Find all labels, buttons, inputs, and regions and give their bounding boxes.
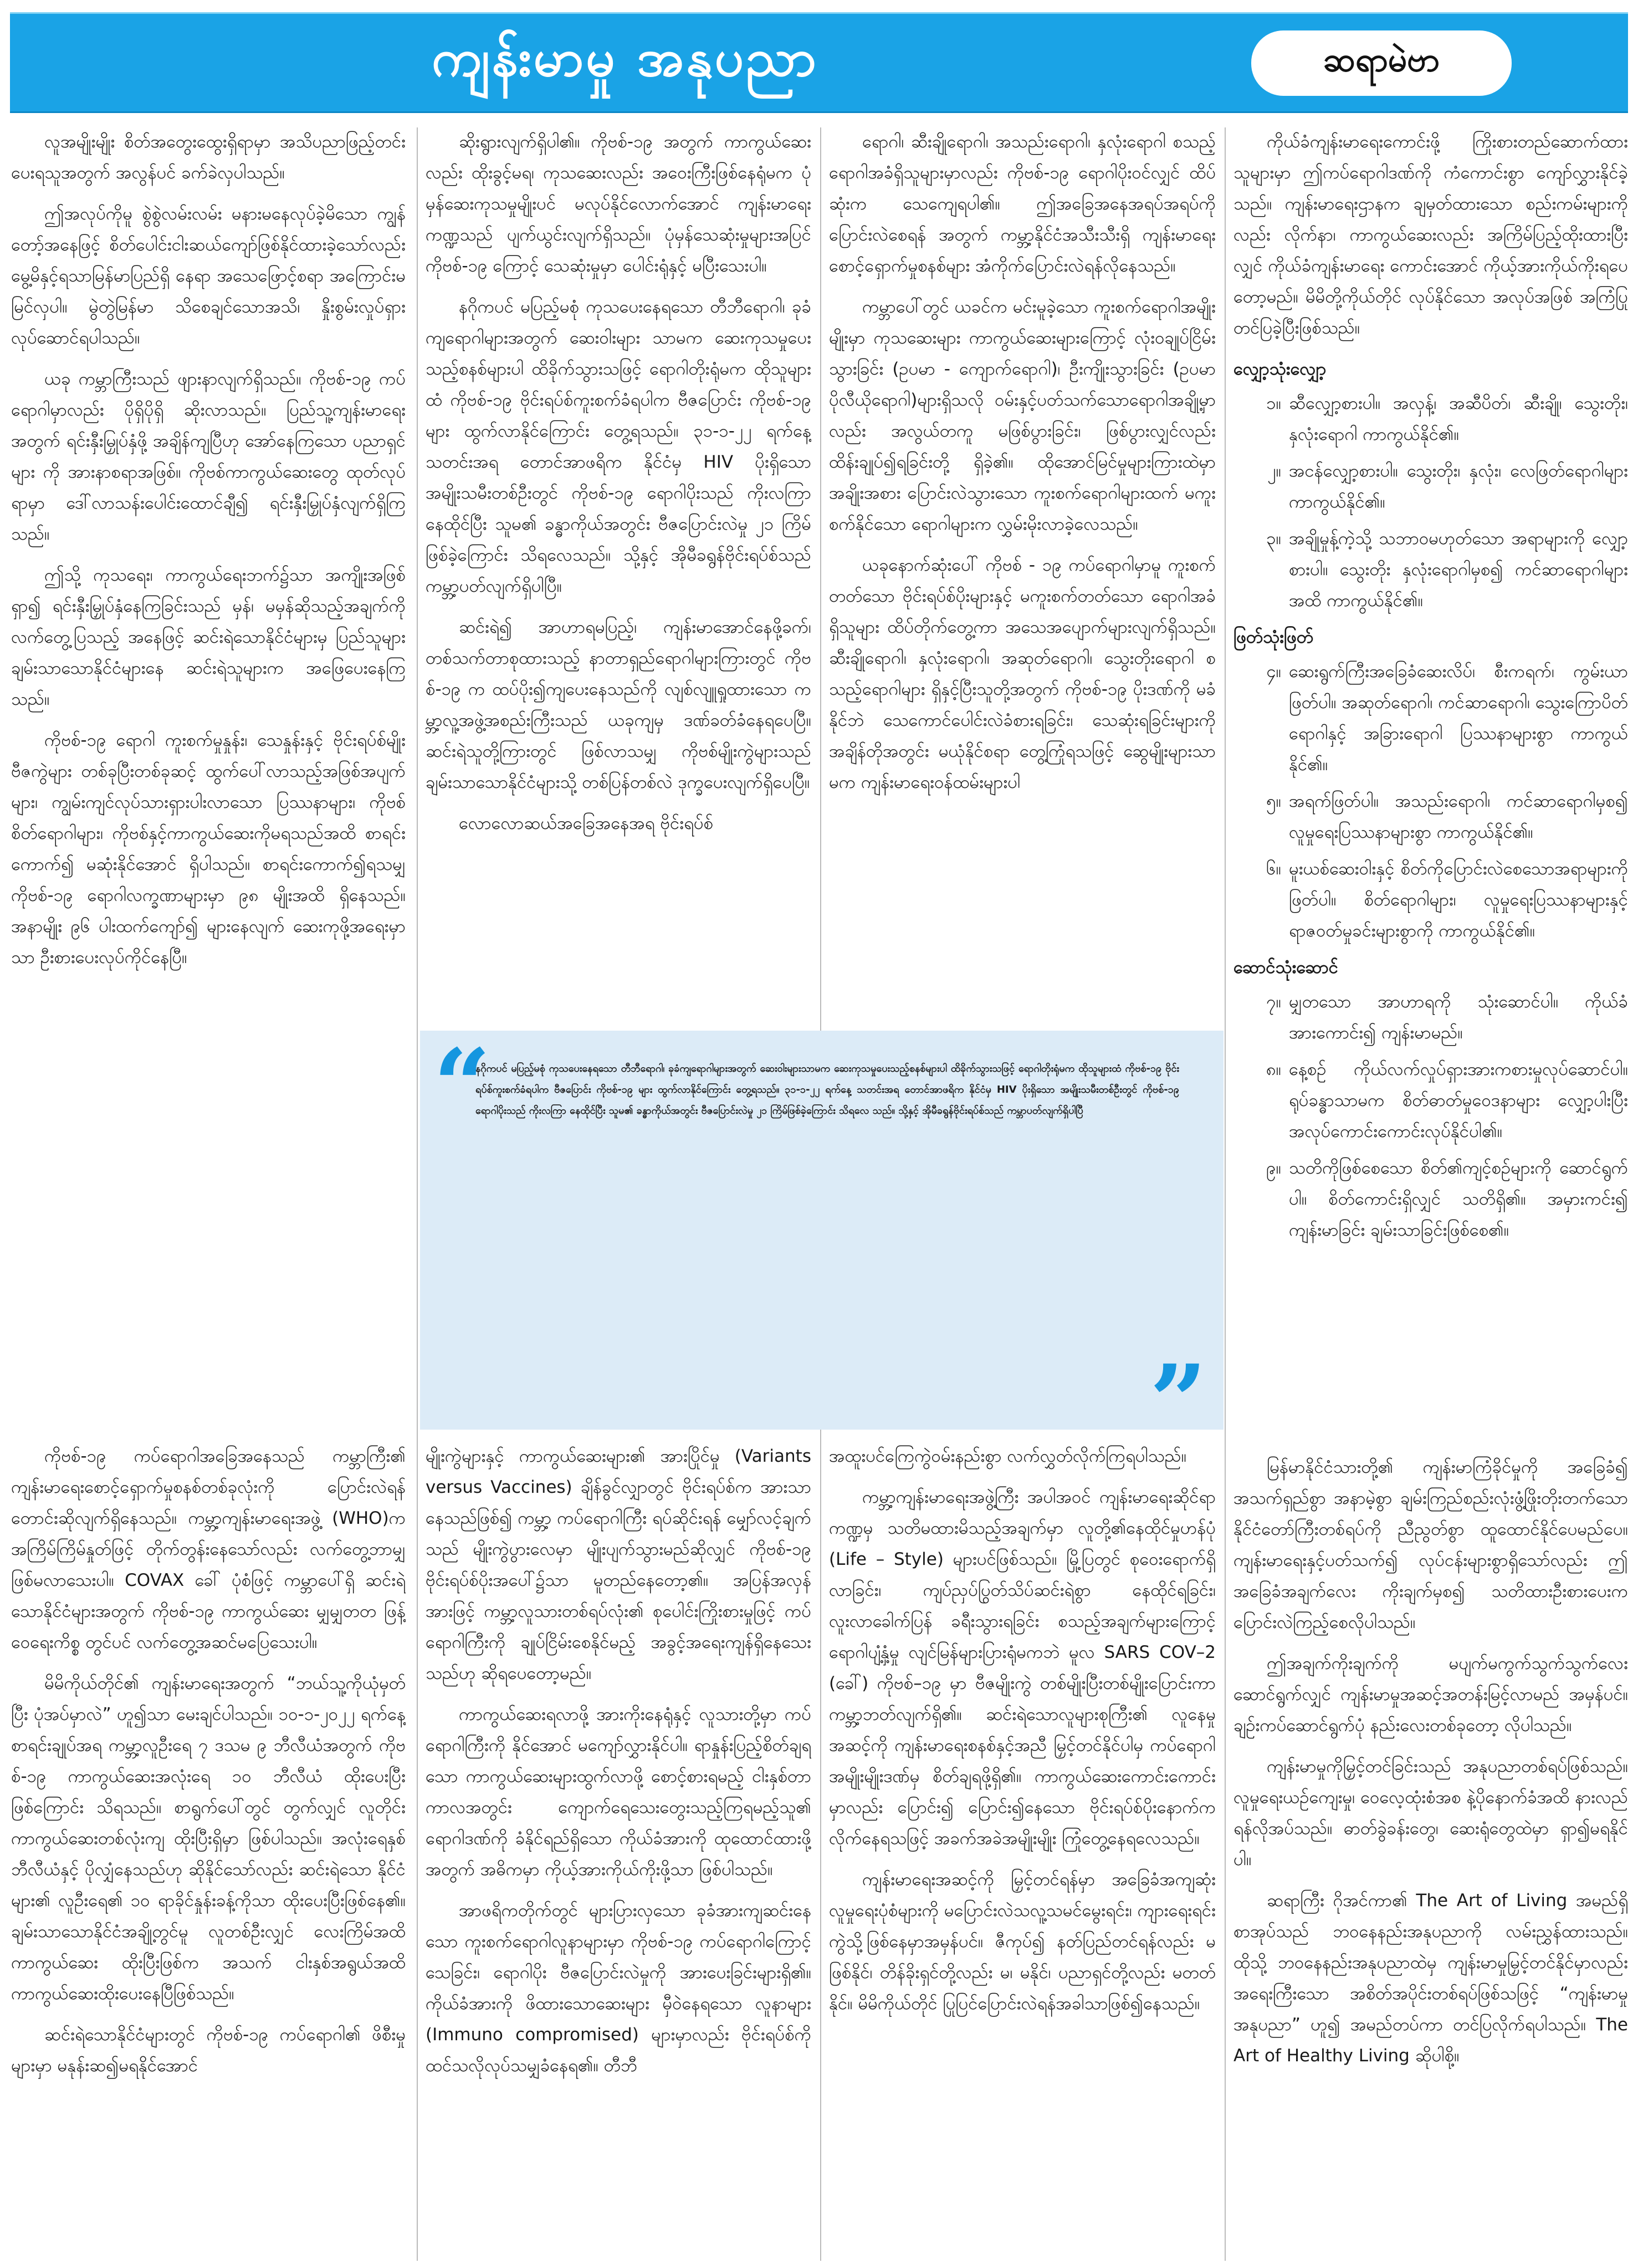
list-item	[1233, 656, 1628, 780]
article-header	[10, 12, 1628, 113]
list-number: ၉။	[1266, 1158, 1281, 1178]
paragraph: ကိုဗစ်-၁၉ ရောဂါ ကူးစက်မှုနှုန်း၊ သေနှုန်းနှင့် ဗိုင်းရပ်စ်မျိုးဗီဇကွဲများ တစ်ခုပြီးတစ်ခုဆင့် ထွက်ပေါ်လာသည့်အဖြစ်အပျက်များ၊ ကျွမ်းကျင်လုပ်သားရှားပါးလာသော ပြဿနာများ၊ ကိုဗစ် စိတ်ရောဂါများ၊ ကိုဗစ်နှင့်ကာကွယ်ဆေးကိုမရသည်အထိ စာရင်းကောက်၍ မဆုံးနိုင်အောင် ရှိပါသည်။ စာရင်းကောက်၍ရသမျှ ကိုဗစ်-၁၉ ရောဂါလက္ခဏာများမှာ ၉၈ မျိုးအထိ ရှိနေသည်။ အနာမျိုး ၉၆ ပါးထက်ကျော်၍ များနေလျက် ဆေးကုဖို့အရေးမှာသာ ဦးစားပေးလုပ်ကိုင်နေပြီ။	[11, 730, 406, 967]
list-text: အငန်လျှော့စားပါ။ သွေးတိုး၊ နှလုံး၊ လေဖြတ်ရောဂါများ ကာကွယ်နိုင်၏။	[1289, 461, 1628, 512]
list-item	[1233, 388, 1628, 450]
paragraph: အထူးပင်ကြေကွဲဝမ်းနည်းစွာ လက်လွှတ်လိုက်ကြရပါသည်။	[829, 1446, 1187, 1466]
paragraph: အာဖရိကတိုက်တွင် များပြားလှသော ခုခံအားကျဆင်းနေသော ကူးစက်ရောဂါလူနာများမှာ ကိုဗစ်-၁၉ ကပ်ရောဂါကြောင့် သေခြင်း၊ ရောဂါပိုး ဗီဇပြောင်းလဲမှုကို အားပေးခြင်းများရှိ၏။ ကိုယ်ခံအားကို ဖိထားသောဆေးများ မှီဝဲနေရသော လူနာများ (Immuno compromised) များမှာလည်း ဗိုင်းရပ်စ်ကို ထင်သလိုလုပ်သမျှခံနေရ၏။ တီဘီ	[426, 1901, 811, 2076]
pull-quote-text: နဂိုကပင် မပြည့်မစုံ ကုသပေးနေရသော တီဘီရောဂါ၊ ခုခံကျရောဂါများအတွက် ဆေးဝါးများသာမက ဆေးကုသမှုပေးသည့်စနစ်များပါ ထိခိုက်သွားသဖြင့် ရောဂါတိုးရုံမက ထိုသူများထံ ကိုဗစ်-၁၉ ဗိုင်းရပ်စ်ကူးစက်ခံရပါက ဗီဇပြောင်း ကိုဗစ်-၁၉ များ ထွက်လာနိုင်ကြောင်း တွေ့ရသည်။ ၃၁-၁-၂၂ ရက်နေ့ သတင်းအရ တောင်အာဖရိက နိုင်ငံမှ HIV ပိုးရှိသော အမျိုးသမီးတစ်ဦးတွင် ကိုဗစ်-၁၉ ရောဂါပိုးသည် ကိုးလကြာ နေထိုင်ပြီး သူမ၏ ခန္ဓာကိုယ်အတွင်း ဗီဇပြောင်းလဲမှု ၂၁ ကြိမ်ဖြစ်ခဲ့ကြောင်း သိရလေ သည်။ သို့နှင့် အိုမီခရွန်ဗိုင်းရပ်စ်သည် ကမ္ဘာပတ်လျက်ရှိပါပြီ	[475, 1063, 1179, 1117]
list-number: ၇။	[1266, 992, 1281, 1012]
list-item	[1233, 455, 1628, 518]
list-item	[1233, 1054, 1628, 1147]
list-item	[1233, 986, 1628, 1048]
column-4-upper	[1233, 126, 1628, 1456]
list-text: မျှတသော အာဟာရကို သုံးဆောင်ပါ။ ကိုယ်ခံအားကောင်း၍ ကျန်းမာမည်။	[1289, 992, 1628, 1043]
close-quote-icon: ”	[1149, 1343, 1207, 1430]
section-heading: ဖြတ်သုံးဖြတ်	[1233, 627, 1314, 647]
list-number: ၅။	[1266, 791, 1281, 811]
list-text: မူးယစ်ဆေးဝါးနှင့် စိတ်ကိုပြောင်းလဲစေသောအရာများကို ဖြတ်ပါ။ စိတ်ရောဂါများ၊ လူမှုရေးပြဿနာများနှင့် ရာဇဝတ်မှုခင်းများစွာကို ကာကွယ်နိုင်၏။	[1289, 859, 1628, 941]
paragraph: ဤအလုပ်ကိုမူ စွဲစွဲလမ်းလမ်း မနားမနေလုပ်ခဲ့မိသော ကျွန်တော့်အနေဖြင့် စိတ်ပေါင်းငါးဆယ်ကျော်ဖြစ်နိုင်ထားခဲ့သော်လည်း မွေ့မိနှင့်ရသာမြန်မာပြည်ရှိ နေရာ အသေဖြောင့်စရာ အကြောင်းမမြင်လှပါ။ မွဲတွဲမြန်မာ သိစေချင်သောအသိ၊ နှိုးစွမ်းလှုပ်ရှားလုပ်ဆောင်ရပါသည်။	[11, 204, 406, 348]
list-text: သတိကိုဖြစ်စေသော စိတ်၏ကျင့်စဉ်များကို ဆောင်ရွက်ပါ။ စိတ်ကောင်းရှိလျှင် သတိရှိ၏။ အမှားကင်း၍ ကျန်းမာခြင်း ချမ်းသာခြင်းဖြစ်စေ၏။	[1289, 1158, 1628, 1240]
paragraph: ကိုယ်ခံကျန်းမာရေးကောင်းဖို့ ကြိုးစားတည်ဆောက်ထားသူများမှာ ဤကပ်ရောဂါဒဏ်ကို ကံကောင်းစွာ ကျော်လွှားနိုင်ခဲ့သည်။ ကျန်းမာရေးဌာနက ချမှတ်ထားသော စည်းကမ်းများကိုလည်း လိုက်နာ၊ ကာကွယ်ဆေးလည်း အကြိမ်ပြည့်ထိုးထားပြီးလျှင် ကိုယ်ခံကျန်းမာရေး ကောင်းအောင် ကိုယ့်အားကိုယ်ကိုးရပေတော့မည်။ မိမိတို့ကိုယ်တိုင် လုပ်နိုင်သော အလုပ်အဖြစ် အကြံပြုတင်ပြခဲ့ပြီးဖြစ်သည်။	[1233, 132, 1628, 338]
paragraph: မြန်မာနိုင်ငံသားတို့၏ ကျန်းမာကြံခိုင်မှုကို အခြေခံ၍ အသက်ရှည်စွာ အနာမဲ့စွာ ချမ်းကြည်စည်းလုံးဖွံ့ဖြိုးတိုးတက်သော နိုင်ငံတော်ကြီးတစ်ရပ်ကို ညီညွတ်စွာ ထူထောင်နိုင်ပေမည်ပေ။ ကျန်းမာရေးနှင့်ပတ်သက်၍ လုပ်ငန်းများစွာရှိသော်လည်း ဤအခြေခံအချက်လေး ကိုးချက်မှစ၍ သတိထားဦးစားပေးက ပြောင်းလဲကြည့်စေလိုပါသည်။	[1233, 1457, 1628, 1632]
paragraph: ဆရာကြီး ဂိုအင်ကာ၏ The Art of Living အမည်ရှိ စာအုပ်သည် ဘဝနေနည်းအနုပညာကို လမ်းညွှန်ထားသည်။ ထိုသို့ ဘဝနေနည်းအနုပညာထဲမှ ကျန်းမာမှုမြှင့်တင်နိုင်မှာလည်း အရေးကြီးသော အစိတ်အပိုင်းတစ်ရပ်ဖြစ်သဖြင့် “ကျန်းမာမှုအနုပညာ” ဟူ၍ အမည်တပ်ကာ တင်ပြလိုက်ရပါသည်။ The Art of Healthy Living ဆိုပါစို့။	[1233, 1891, 1628, 2066]
paragraph: ဆိုးရွားလျက်ရှိပါ၏။ ကိုဗစ်-၁၉ အတွက် ကာကွယ်ဆေးလည်း ထိုးခွင့်မရ၊ ကုသဆေးလည်း အဝေးကြီးဖြစ်နေရုံမက ပုံမှန်ဆေးကုသမှုမျိုးပင် မလုပ်နိုင်လောက်အောင် ကျန်းမာရေးကဏ္ဍသည် ပျက်ယွင်းလျက်ရှိသည်။ ပုံမှန်သေဆုံးမှုများအပြင် ကိုဗစ်-၁၉ ကြောင့် သေဆုံးမှုမှာ ပေါင်းရုံနှင့် မပြီးသေးပါ။	[426, 132, 811, 276]
column-1-upper	[11, 126, 406, 1445]
paragraph: ယခုနောက်ဆုံးပေါ် ကိုဗစ် - ၁၉ ကပ်ရောဂါမှာမူ ကူးစက်တတ်သော ဗိုင်းရပ်စ်ပိုးများနှင့် မကူးစက်တတ်သော ရောဂါအခံရှိသူများ ထိပ်တိုက်တွေ့ကာ အသေအပျောက်များလျက်ရှိသည်။ ဆီးချိုရောဂါ၊ နှလုံးရောဂါ၊ အဆုတ်ရောဂါ၊ သွေးတိုးရောဂါ စသည့်ရောဂါများ ရှိနှင့်ပြီးသူတို့အတွက် ကိုဗစ်-၁၉ ပိုးဒဏ်ကို မခံနိုင်ဘဲ သေကောင်ပေါင်းလဲခံစားရခြင်း၊ သေဆုံးရခြင်းများကို အချိန်တိုအတွင်း မယုံနိုင်စရာ တွေ့ကြုံရသဖြင့် ဆွေမျိုးများသာမက ကျန်းမာရေးဝန်ထမ်းများပါ	[829, 555, 1216, 792]
list-number: ၁။	[1266, 393, 1281, 413]
pull-quote	[420, 1031, 1224, 1430]
paragraph: လောလောဆယ်အခြေအနေအရ ဗိုင်းရပ်စ်	[459, 813, 714, 833]
paragraph: မျိုးကွဲများနှင့် ကာကွယ်ဆေးများ၏ အားပြိုင်မှု (Variants versus Vaccines) ချိန်ခွင်လျှာတွင် ဗိုင်းရပ်စ်က အားသာနေသည်ဖြစ်၍ ကမ္ဘာ့ ကပ်ရောဂါကြီး ရပ်ဆိုင်းရန် မျှော်လင့်ချက်သည် မျိုးကွဲပွားလေမှာ မျိုးပျက်သွားမည်ဆိုလျှင် ကိုဗစ်-၁၉ ဗိုင်းရပ်စ်ပိုးအပေါ်၌သာ မူတည်နေတော့၏။ အပြန်အလှန်အားဖြင့် ကမ္ဘာ့လူသားတစ်ရပ်လုံး၏ စုပေါင်းကြိုးစားမှုဖြင့် ကပ်ရောဂါကြီးကို ချုပ်ငြိမ်းစေနိုင်မည့် အခွင့်အရေးကျန်ရှိနေသေးသည်ဟု ဆိုရပေတော့မည်။	[426, 1446, 811, 1683]
list-item	[1233, 853, 1628, 946]
column-divider	[1225, 127, 1226, 2261]
paragraph: ကမ္ဘာပေါ်တွင် ယခင်က မင်းမူခဲ့သော ကူးစက်ရောဂါအမျိုးမျိုးမှာ ကုသဆေးများ ကာကွယ်ဆေးများကြောင့် လုံးဝချုပ်ငြိမ်းသွားခြင်း (ဥပမာ - ကျောက်ရောဂါ)၊ ဦးကျိုးသွားခြင်း (ဥပမာ ပိုလီယိုရောဂါ)များရှိသလို ဝမ်းနှင့်ပတ်သက်သောရောဂါအချို့မှာလည်း အလွယ်တကူ မဖြစ်ပွားခြင်း၊ ဖြစ်ပွားလျှင်လည်း ထိန်းချုပ်၍ရခြင်းတို့ ရှိခဲ့၏။ ထိုအောင်မြင်မှုများကြားထဲမှာ အချိုးအစား ပြောင်းလဲသွားသော ကူးစက်ရောဂါများထက် မကူးစက်နိုင်သော ရောဂါများက လွှမ်းမိုးလာခဲ့လေသည်။	[829, 297, 1216, 534]
list-text: အချိုမှုန့်ကဲ့သို့ သဘာဝမဟုတ်သော အရာများကို လျှော့စားပါ။ သွေးတိုး နှလုံးရောဂါမှစ၍ ကင်ဆာရောဂါများအထိ ကာကွယ်နိုင်၏။	[1289, 529, 1628, 611]
list-number: ၃။	[1266, 529, 1281, 549]
column-1-lower	[11, 1441, 406, 2255]
paragraph: မိမိကိုယ်တိုင်၏ ကျန်းမာရေးအတွက် “ဘယ်သူ့ကိုယုံမှတ်ပြီး ပုံအပ်မှာလဲ” ဟူ၍သာ မေးချင်ပါသည်။ ၁၀-၁-၂၀၂၂ ရက်နေ့ စာရင်းချုပ်အရ ကမ္ဘာ့လူဦးရေ ၇ ဒသမ ၉ ဘီလီယံအတွက် ကိုဗစ်-၁၉ ကာကွယ်ဆေးအလုံးရေ ၁၀ ဘီလီယံ ထိုးပေးပြီးဖြစ်ကြောင်း သိရသည်။ စာရွက်ပေါ်တွင် တွက်လျှင် လူတိုင်းကာကွယ်ဆေးတစ်လုံးကျ ထိုးပြီးရှိမှာ ဖြစ်ပါသည်။ အလုံးရေနှစ်ဘီလီယံနှင့် ပိုလျှံနေသည်ဟု ဆိုနိုင်သော်လည်း ဆင်းရဲသော နိုင်ငံများ၏ လူဦးရေ၏ ၁၀ ရာခိုင်နှုန်းခန့်ကိုသာ ထိုးပေးပြီးဖြစ်နေ၏။ ချမ်းသာသောနိုင်ငံအချို့တွင်မူ လူတစ်ဦးလျှင် လေးကြိမ်အထိ ကာကွယ်ဆေး ထိုးပြီးဖြစ်က အသက် ငါးနှစ်အရွယ်အထိ ကာကွယ်ဆေးထိုးပေးနေပြီဖြစ်သည်။	[11, 1673, 406, 2004]
paragraph: ဤသို့ ကုသရေး၊ ကာကွယ်ရေးဘက်၌သာ အကျိုးအဖြစ်ရှာ၍ ရင်းနှီးမြှုပ်နှံနေကြခြင်းသည် မှန်၊ မမှန်ဆိုသည့်အချက်ကို လက်တွေ့ပြသည့် အနေဖြင့် ဆင်းရဲသောနိုင်ငံများမှ ပြည်သူများ ချမ်းသာသောနိုင်ငံများနေ ဆင်းရဲသူများက အဖြေပေးနေကြသည်။	[11, 565, 406, 709]
list-number: ၈။	[1266, 1059, 1281, 1079]
list-text: ဆေးရွက်ကြီးအခြေခံဆေးလိပ်၊ စီးကရက်၊ ကွမ်းယာဖြတ်ပါ။ အဆုတ်ရောဂါ၊ ကင်ဆာရောဂါ၊ သွေးကြောပိတ်ရောဂါနှင့် အခြားရောဂါ ပြဿနာများစွာ ကာကွယ်နိုင်၏။	[1289, 662, 1628, 775]
list-text: ဆီလျှော့စားပါ။ အလှန့်၊ အဆီပိတ်၊ ဆီးချို၊ သွေးတိုး၊ နှလုံးရောဂါ ကာကွယ်နိုင်၏။	[1289, 393, 1628, 444]
section-heading: လျှော့သုံးလျှော့	[1233, 359, 1327, 379]
column-2-lower	[426, 1441, 811, 2255]
paragraph: လူအမျိုးမျိုး စိတ်အတွေးထွေးရှိရာမှာ အသိပညာဖြည့်တင်းပေးရသူအတွက် အလွန်ပင် ခက်ခဲလှပါသည်။	[11, 132, 406, 183]
list-number: ၆။	[1266, 859, 1281, 879]
list-item	[1233, 523, 1628, 616]
paragraph: ကျန်းမာမှုကိုမြှင့်တင်ခြင်းသည် အနုပညာတစ်ရပ်ဖြစ်သည်။ လူမှုရေးယဉ်ကျေးမှု၊ ဝေလေ့ထုံးစံအစ နဲ့ပိုနောက်ခံအထိ နားလည်ရန်လိုအပ်သည်။ ဓာတ်ခွဲခန်းတွေ၊ ဆေးရုံတွေထဲမှာ ရှာ၍မရနိုင်ပါ။	[1233, 1757, 1628, 1870]
paragraph: ဆင်းရဲ၍ အာဟာရမပြည့်၊ ကျန်းမာအောင်နေဖို့ခက်၊ တစ်သက်တာစုထားသည့် နာတာရှည်ရောဂါများကြားတွင် ကိုဗစ်-၁၉ က ထပ်ပိုး၍ကျပေးနေသည်ကို လျစ်လျူရှုထားသော ကမ္ဘာ့လူ့အဖွဲ့အစည်းကြီးသည် ယခုကျမှ ဒဏ်ခတ်ခံနေရပေပြီ။ ဆင်းရဲသူတို့ကြားတွင် ဖြစ်လာသမျှ ကိုဗစ်မျိုးကွဲများသည် ချမ်းသာသောနိုင်ငံများသို့ တစ်ပြန်တစ်လဲ ဒုက္ခပေးလျက်ရှိပေပြီ။	[426, 617, 811, 792]
column-3-upper	[829, 126, 1216, 1018]
paragraph: ကမ္ဘာ့ကျန်းမာရေးအဖွဲ့ကြီး အပါအဝင် ကျန်းမာရေးဆိုင်ရာကဏ္ဍမှ သတိမထားမိသည့်အချက်မှာ လူတို့၏နေထိုင်မှုဟန်ပုံ (Life – Style) များပင်ဖြစ်သည်။ မြို့ပြတွင် စုဝေးရောက်ရှိလာခြင်း၊ ကျပ်ညှပ်ပြွတ်သိပ်ဆင်းရဲစွာ နေထိုင်ရခြင်း၊ လူးလာခေါက်ပြန် ခရီးသွားရခြင်း စသည့်အချက်များကြောင့် ရောဂါပျံ့နှံ့မှု လျင်မြန်များပြားရုံမကဘဲ မူလ SARS COV–2 (ခေါ်) ကိုဗစ်–၁၉ မှာ ဗီဇမျိုးကွဲ တစ်မျိုးပြီးတစ်မျိုးပြောင်းကာ ကမ္ဘာ့ဘတ်လျက်ရှိ၏။ ဆင်းရဲသောလူများစုကြီး၏ လူနေမှုအဆင့်ကို ကျန်းမာရေးစနစ်နှင့်အညီ မြှင့်တင်နိုင်ပါမှ ကပ်ရောဂါအမျိုးမျိုးဒဏ်မှ စိတ်ချရဖို့ရှိ၏။ ကာကွယ်ဆေးကောင်းကောင်းမှာလည်း ပြောင်း၍ ပြောင်း၍နေသော ဗိုင်းရပ်စ်ပိုးနောက်က လိုက်နေရသဖြင့် အခက်အခဲအမျိုးမျိုး ကြုံတွေ့နေရလေသည်။	[829, 1487, 1216, 1849]
list-number: ၂။	[1267, 461, 1281, 481]
paragraph: နဂိုကပင် မပြည့်မစုံ ကုသပေးနေရသော တီဘီရောဂါ၊ ခုခံကျရောဂါများအတွက် ဆေးဝါးများ သာမက ဆေးကုသမှုပေးသည့်စနစ်များပါ ထိခိုက်သွားသဖြင့် ရောဂါတိုးရုံမက ထိုသူများထံ ကိုဗစ်-၁၉ ဗိုင်းရပ်စ်ကူးစက်ခံရပါက ဗီဇပြောင်း ကိုဗစ်-၁၉ များ ထွက်လာနိုင်ကြောင်း တွေ့ရသည်။ ၃၁-၁-၂၂ ရက်နေ့ သတင်းအရ တောင်အာဖရိက နိုင်ငံမှ HIV ပိုးရှိသော အမျိုးသမီးတစ်ဦးတွင် ကိုဗစ်-၁၉ ရောဂါပိုးသည် ကိုးလကြာနေထိုင်ပြီး သူမ၏ ခန္ဓာကိုယ်အတွင်း ဗီဇပြောင်းလဲမှု ၂၁ ကြိမ်ဖြစ်ခဲ့ကြောင်း သိရလေသည်။ သို့နှင့် အိုမီခရွန်ဗိုင်းရပ်စ်သည် ကမ္ဘာ့ပတ်လျက်ရှိပါပြီ။	[426, 297, 811, 596]
section-heading: ဆောင်သုံးဆောင်	[1233, 958, 1338, 977]
column-2-upper	[426, 126, 811, 1018]
list-item	[1233, 786, 1628, 848]
list-number: ၄။	[1266, 662, 1281, 682]
paragraph: ကာကွယ်ဆေးရလာဖို့ အားကိုးနေရုံနှင့် လူသားတို့မှာ ကပ်ရောဂါကြီးကို နိုင်အောင် မကျော်လွှားနိုင်ပါ။ ရာနှုန်းပြည့်စိတ်ချရသော ကာကွယ်ဆေးများထွက်လာဖို့ စောင့်စားရမည့် ငါးနှစ်တာကာလအတွင်း ကျောက်ရေသေးတွေးသည့်ကြရမည့်သူ၏ ရောဂါဒဏ်ကို ခံနိုင်ရည်ရှိသော ကိုယ်ခံအားကို ထုထောင်ထားဖို့အတွက် အဓိကမှာ ကိုယ့်အားကိုယ်ကိုးဖို့သာ ဖြစ်ပါသည်။	[426, 1704, 811, 1880]
list-text: အရက်ဖြတ်ပါ။ အသည်းရောဂါ၊ ကင်ဆာရောဂါမှစ၍ လူမှုရေးပြဿနာများစွာ ကာကွယ်နိုင်၏။	[1289, 791, 1628, 842]
author-badge: ဆရာမဲဗာ	[1251, 30, 1512, 96]
column-divider	[417, 127, 418, 2261]
open-quote-icon: “	[433, 1031, 491, 1144]
column-3-lower	[829, 1441, 1216, 2255]
article-title: ကျန်းမာမှု အနုပညာ	[432, 28, 818, 88]
paragraph: ကိုဗစ်-၁၉ ကပ်ရောဂါအခြေအနေသည် ကမ္ဘာကြီး၏ ကျန်းမာရေးစောင့်ရှောက်မှုစနစ်တစ်ခုလုံးကို ပြောင်းလဲရန် တောင်းဆိုလျက်ရှိနေသည်။ ကမ္ဘာ့ကျန်းမာရေးအဖွဲ့ (WHO)က အကြိမ်ကြိမ်နှုတ်ဖြင့် တိုက်တွန်းနေသော်လည်း လက်တွေ့ဘာမျှဖြစ်မလာသေးပါ။ COVAX ခေါ် ပုံစံဖြင့် ကမ္ဘာပေါ်ရှိ ဆင်းရဲသောနိုင်ငံများအတွက် ကိုဗစ်-၁၉ ကာကွယ်ဆေး မျှမျှတတ ဖြန့်ဝေရေးကိစ္စ တွင်ပင် လက်တွေ့အဆင်မပြေသေးပါ။	[11, 1446, 406, 1652]
paragraph: ယခု ကမ္ဘာကြီးသည် ဖျားနာလျက်ရှိသည်။ ကိုဗစ်-၁၉ ကပ်ရောဂါမှာလည်း ပိုရှိပိုရှိ ဆိုးလာသည်။ ပြည်သူ့ကျန်းမာရေးအတွက် ရင်းနှီးမြှုပ်နှံဖို့ အချိန်ကျပြီဟု အော်နေကြသော ပညာရှင်များ ကို အားနာစရာအဖြစ်။ ကိုဗစ်ကာကွယ်ဆေးတွေ ထုတ်လုပ်ရာမှာ ဒေါ်လာသန်းပေါင်းထောင်ချီ၍ ရင်းနှီးမြှုပ်နှံလျက်ရှိကြသည်။	[11, 369, 406, 544]
paragraph: ရောဂါ၊ ဆီးချိုရောဂါ၊ အသည်းရောဂါ၊ နှလုံးရောဂါ စသည့် ရောဂါအခံရှိသူများမှာလည်း ကိုဗစ်-၁၉ ရောဂါပိုးဝင်လျှင် ထိပ်ဆုံးက သေကျေရပါ၏။ ဤအခြေအနေအရပ်အရပ်ကို ပြောင်းလဲစေရန် အတွက် ကမ္ဘာ့နိုင်ငံအသီးသီးရှိ ကျန်းမာရေးစောင့်ရှောက်မှုစနစ်များ အံကိုက်ပြောင်းလဲရန်လိုနေသည်။	[829, 132, 1216, 276]
column-4-lower	[1233, 1452, 1628, 2255]
list-item	[1233, 1153, 1628, 1246]
list-text: နေ့စဉ် ကိုယ်လက်လှုပ်ရှားအားကစားမှုလုပ်ဆောင်ပါ။ ရုပ်ခန္ဓာသာမက စိတ်ဓာတ်မှုဝေဒနာများ လျှော့ပါးပြီး အလုပ်ကောင်းကောင်းလုပ်နိုင်ပါ၏။	[1289, 1059, 1628, 1141]
paragraph: ဤအချက်ကိုးချက်ကို မပျက်မကွက်သွက်သွက်လေး ဆောင်ရွက်လျှင် ကျန်းမာမှုအဆင့်အတန်းမြင့်လာမည် အမှန်ပင်။ ချဉ်းကပ်ဆောင်ရွက်ပုံ နည်းလေးတစ်ခုတော့ လိုပါသည်။	[1233, 1653, 1628, 1735]
paragraph: ကျန်းမာရေးအဆင့်ကို မြှင့်တင်ရန်မှာ အခြေခံအကျဆုံး လူမှုရေးပုံစံများကို မပြောင်းလဲသလူ့သမင်မွေးရင်း၊ ကျားရေးရင်းကွဲသို့ဖြစ်နေမှာအမှန်ပင်။ ဇီကုပ်၍ နတ်ပြည်တင်ရန်လည်း မဖြစ်နိုင်၊ တိန်ခိုးရှင်တို့လည်း မ၊ မနိုင်၊ ပညာရှင်တို့လည်း မတတ်နိုင်။ မိမိကိုယ်တိုင် ပြုပြင်ပြောင်းလဲရန်အခါသာဖြစ်၍နေသည်။	[829, 1870, 1216, 2014]
paragraph: ဆင်းရဲသောနိုင်ငံများတွင် ကိုဗစ်-၁၉ ကပ်ရောဂါ၏ ဖိစီးမှုများမှာ မနုန်းဆ၍မရနိုင်အောင်	[11, 2025, 406, 2076]
